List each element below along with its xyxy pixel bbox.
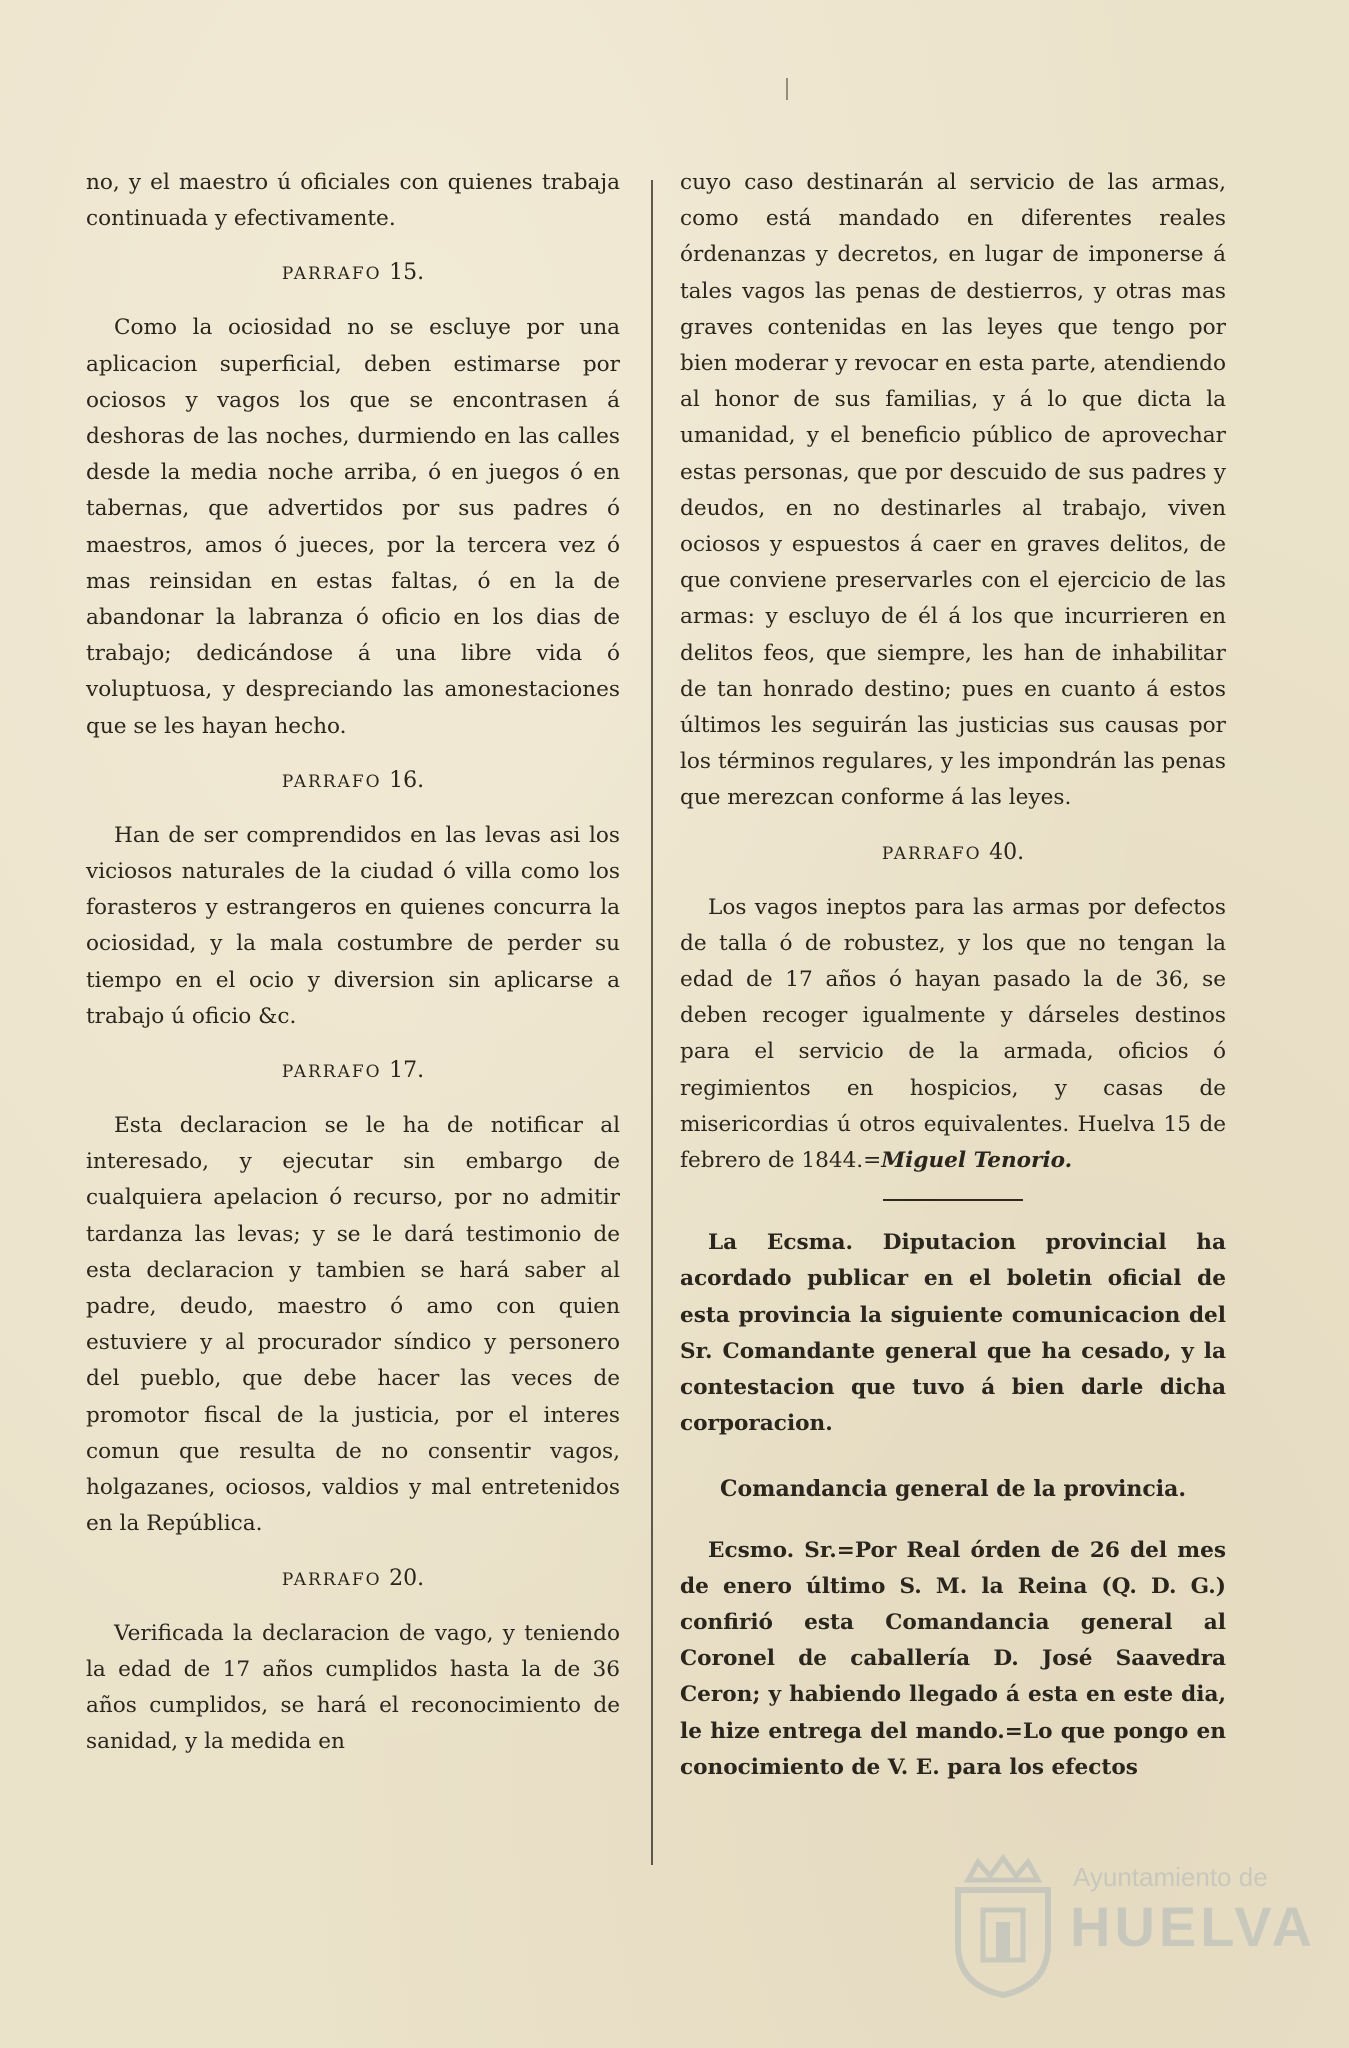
notice-paragraph: La Ecsma. Diputacion provincial ha acordado publicar en el boletin oficial de esta provincia la siguiente comunicacion del Sr. Comandante general que ha cesado, y la contestacion que tuvo á bien darle dicha corporacion. — [680, 1230, 1226, 1437]
heading-number: 16. — [389, 767, 425, 793]
page-mark — [786, 78, 788, 100]
ayuntamiento-watermark — [948, 1842, 1316, 2032]
watermark-line1: Ayuntamiento de — [1073, 1862, 1268, 1892]
column-divider — [651, 180, 653, 1865]
left-column — [86, 165, 620, 1760]
paragraph-comandancia: Ecsmo. Sr.=Por Real órden de 26 del mes de enero último S. M. la Reina (Q. D. G.) confirió esta Comandancia general al Coronel de caballería D. José Saavedra Ceron; y habiendo llegado á esta en este dia, le hize entrega del mando.=Lo que pongo en conocimiento de V. E. para los efectos — [680, 1537, 1226, 1780]
section-title: Comandancia general de la provincia. — [719, 1475, 1186, 1502]
paragraph-40-text: Los vagos ineptos para las armas por defectos de talla ó de robustez, y los que no tengan la edad de 17 años ó hayan pasado la de 36, se deben recoger igualmente y dárseles destinos para el servicio de la armada, oficios ó regimientos en hospicios, y casas de misericordias ú otros equivalentes. Huelva 15 de febrero de 1844.= — [680, 894, 1226, 1174]
watermark-line2: HUELVA — [1070, 1895, 1316, 1958]
paragraph-20: Verificada la declaracion de vago, y teniendo la edad de 17 años cumplidos hasta la de 36 años cumplidos, se hará el reconocimiento de sanidad, y la medida en — [86, 1620, 620, 1755]
right-column — [680, 165, 1226, 1786]
paragraph-intro: no, y el maestro ú oficiales con quienes trabaja continuada y efectivamente. — [86, 170, 620, 232]
heading-parrafo-20 — [86, 1561, 620, 1598]
paragraph-16: Han de ser comprendidos en las levas asi los viciosos naturales de la ciudad ó villa como los forasteros y estrangeros en quienes concurra la ociosidad, y la mala costumbre de perder su tiempo en el ocio y diversion sin aplicarse a trabajo ú oficio &c. — [86, 822, 620, 1029]
heading-number: 15. — [389, 260, 425, 286]
heading-parrafo-15 — [86, 255, 620, 292]
heading-parrafo-16 — [86, 763, 620, 800]
heading-label: PARRAFO — [281, 1062, 382, 1083]
heading-number: 17. — [389, 1058, 425, 1084]
heading-parrafo-17 — [86, 1053, 620, 1090]
city-shield-icon — [948, 1850, 1058, 2000]
heading-label: PARRAFO — [281, 1569, 382, 1590]
section-rule — [883, 1199, 1023, 1201]
heading-label: PARRAFO — [281, 771, 382, 792]
heading-number: 40. — [989, 839, 1025, 865]
heading-label: PARRAFO — [881, 843, 982, 864]
signature: Miguel Tenorio. — [881, 1148, 1073, 1174]
paragraph-continuation: cuyo caso destinarán al servicio de las armas, como está mandado en diferentes reales órdenanzas y decretos, en lugar de imponerse á tales vagos las penas de destierros, y otras mas graves contenidas en las leyes que tengo por bien moderar y revocar en esta parte, atendiendo al honor de sus familias, y á lo que dicta la umanidad, y el beneficio público de aprovechar estas personas, que por descuido de sus padres y deudos, en no destinarles al trabajo, viven ociosos y espuestos á caer en graves delitos, de que conviene preservarles con el ejercicio de las armas: y escluyo de él á los que incurrieren en delitos feos, que siempre, les han de inhabilitar de tan honrado destino; pues en cuanto á estos últimos les seguirán las justicias sus causas por los términos regulares, y les impondrán las penas que merezcan conforme á las leyes. — [680, 170, 1226, 811]
paragraph-17: Esta declaracion se le ha de notificar al interesado, y ejecutar sin embargo de cualquiera apelacion ó recurso, por no admitir tardanza las levas; y se le dará testimonio de esta declaracion y tambien se hará saber al padre, deudo, maestro ó amo con quien estuviere y al procurador síndico y personero del pueblo, que debe hacer las veces de promotor fiscal de la justicia, por el interes comun que resulta de no consentir vagos, holgazanes, ociosos, valdios y mal entretenidos en la República. — [86, 1113, 620, 1537]
heading-number: 20. — [389, 1565, 425, 1591]
paragraph-40 — [680, 890, 1226, 1180]
paragraph-15: Como la ociosidad no se escluye por una aplicacion superficial, deben estimarse por ociosos y vagos los que se encontrasen á deshoras de las noches, durmiendo en las calles desde la media noche arriba, ó en juegos ó en tabernas, que advertidos por sus padres ó maestros, amos ó jueces, por la tercera vez ó mas reinsidan en estas faltas, ó en la de abandonar la labranza ó oficio en los dias de trabajo; dedicándose á una libre vida ó voluptuosa, y despreciando las amonestaciones que se les hayan hecho. — [86, 315, 620, 739]
heading-parrafo-40 — [680, 835, 1226, 872]
heading-label: PARRAFO — [281, 264, 382, 285]
